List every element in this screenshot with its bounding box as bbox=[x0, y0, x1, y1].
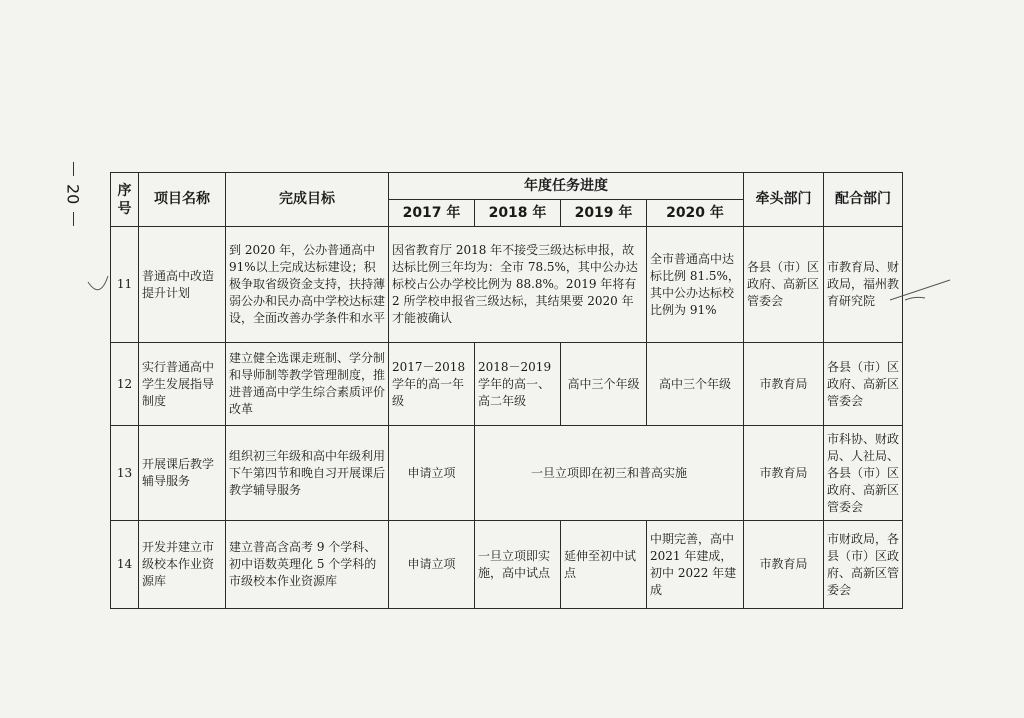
pen-mark-left bbox=[88, 276, 108, 290]
header-goal: 完成目标 bbox=[226, 173, 389, 227]
table-row bbox=[111, 426, 903, 521]
row-lead: 市教育局 bbox=[744, 521, 824, 609]
row-progress-2018-2020: 一旦立项即在初三和普高实施 bbox=[475, 426, 744, 521]
row-progress-2017: 申请立项 bbox=[389, 426, 475, 521]
row-seq: 13 bbox=[111, 426, 139, 521]
page-number-dash-top bbox=[73, 162, 74, 176]
row-seq: 14 bbox=[111, 521, 139, 609]
header-progress: 年度任务进度 bbox=[389, 173, 744, 200]
table-row bbox=[111, 521, 903, 609]
row-seq: 12 bbox=[111, 343, 139, 426]
row-name: 开发并建立市级校本作业资源库 bbox=[139, 521, 226, 609]
page-number-marker bbox=[58, 162, 88, 242]
header-coop: 配合部门 bbox=[824, 173, 903, 227]
row-progress-2019: 延伸至初中试点 bbox=[561, 521, 647, 609]
header-2020: 2020 年 bbox=[647, 200, 744, 227]
header-2019: 2019 年 bbox=[561, 200, 647, 227]
row-lead: 市教育局 bbox=[744, 426, 824, 521]
row-coop: 市教育局、财政局，福州教育研究院 bbox=[824, 227, 903, 343]
header-2018: 2018 年 bbox=[475, 200, 561, 227]
row-progress-2018: 一旦立项即实施，高中试点 bbox=[475, 521, 561, 609]
row-progress-2017: 2017－2018 学年的高一年级 bbox=[389, 343, 475, 426]
page-number: 20 bbox=[63, 184, 83, 205]
row-lead: 各县（市）区政府、高新区管委会 bbox=[744, 227, 824, 343]
page-number-dash-bottom bbox=[73, 212, 74, 226]
row-progress-2018: 2018－2019 学年的高一、高二年级 bbox=[475, 343, 561, 426]
row-goal: 到 2020 年，公办普通高中 91%以上完成达标建设；积极争取省级资金支持，扶持薄弱公办和民办高中学校达标建设，全面改善办学条件和水平 bbox=[226, 227, 389, 343]
row-name: 普通高中改造提升计划 bbox=[139, 227, 226, 343]
row-progress-2017: 申请立项 bbox=[389, 521, 475, 609]
row-progress-2020: 全市普通高中达标比例 81.5%，其中公办达标校比例为 91% bbox=[647, 227, 744, 343]
row-progress-2020: 中期完善，高中 2021 年建成，初中 2022 年建成 bbox=[647, 521, 744, 609]
row-lead: 市教育局 bbox=[744, 343, 824, 426]
row-progress-2019: 高中三个年级 bbox=[561, 343, 647, 426]
header-lead: 牵头部门 bbox=[744, 173, 824, 227]
row-coop: 各县（市）区政府、高新区管委会 bbox=[824, 343, 903, 426]
row-goal: 建立普高含高考 9 个学科、初中语数英理化 5 个学科的市级校本作业资源库 bbox=[226, 521, 389, 609]
header-seq: 序号 bbox=[111, 173, 139, 227]
header-2017: 2017 年 bbox=[389, 200, 475, 227]
row-seq: 11 bbox=[111, 227, 139, 343]
row-progress-2020: 高中三个年级 bbox=[647, 343, 744, 426]
table-row bbox=[111, 227, 903, 343]
row-goal: 组织初三年级和高中年级利用下午第四节和晚自习开展课后教学辅导服务 bbox=[226, 426, 389, 521]
row-coop: 市科协、财政局、人社局、各县（市）区政府、高新区管委会 bbox=[824, 426, 903, 521]
pen-mark-right-2 bbox=[905, 297, 925, 300]
table-header-row bbox=[111, 173, 903, 200]
row-name: 开展课后教学辅导服务 bbox=[139, 426, 226, 521]
row-goal: 建立健全选课走班制、学分制和导师制等教学管理制度，推进普通高中学生综合素质评价改革 bbox=[226, 343, 389, 426]
project-table bbox=[110, 172, 903, 609]
row-coop: 市财政局，各县（市）区政府、高新区管委会 bbox=[824, 521, 903, 609]
row-progress-2017-2019: 因省教育厅 2018 年不接受三级达标申报，故达标比例三年均为：全市 78.5%，其中公办达标校占公办学校比例为 88.8%。2019 年将有 2 所学校申报省三级达标，其结果要 2020 年才能被确认 bbox=[389, 227, 647, 343]
row-name: 实行普通高中学生发展指导制度 bbox=[139, 343, 226, 426]
header-name: 项目名称 bbox=[139, 173, 226, 227]
table-row bbox=[111, 343, 903, 426]
